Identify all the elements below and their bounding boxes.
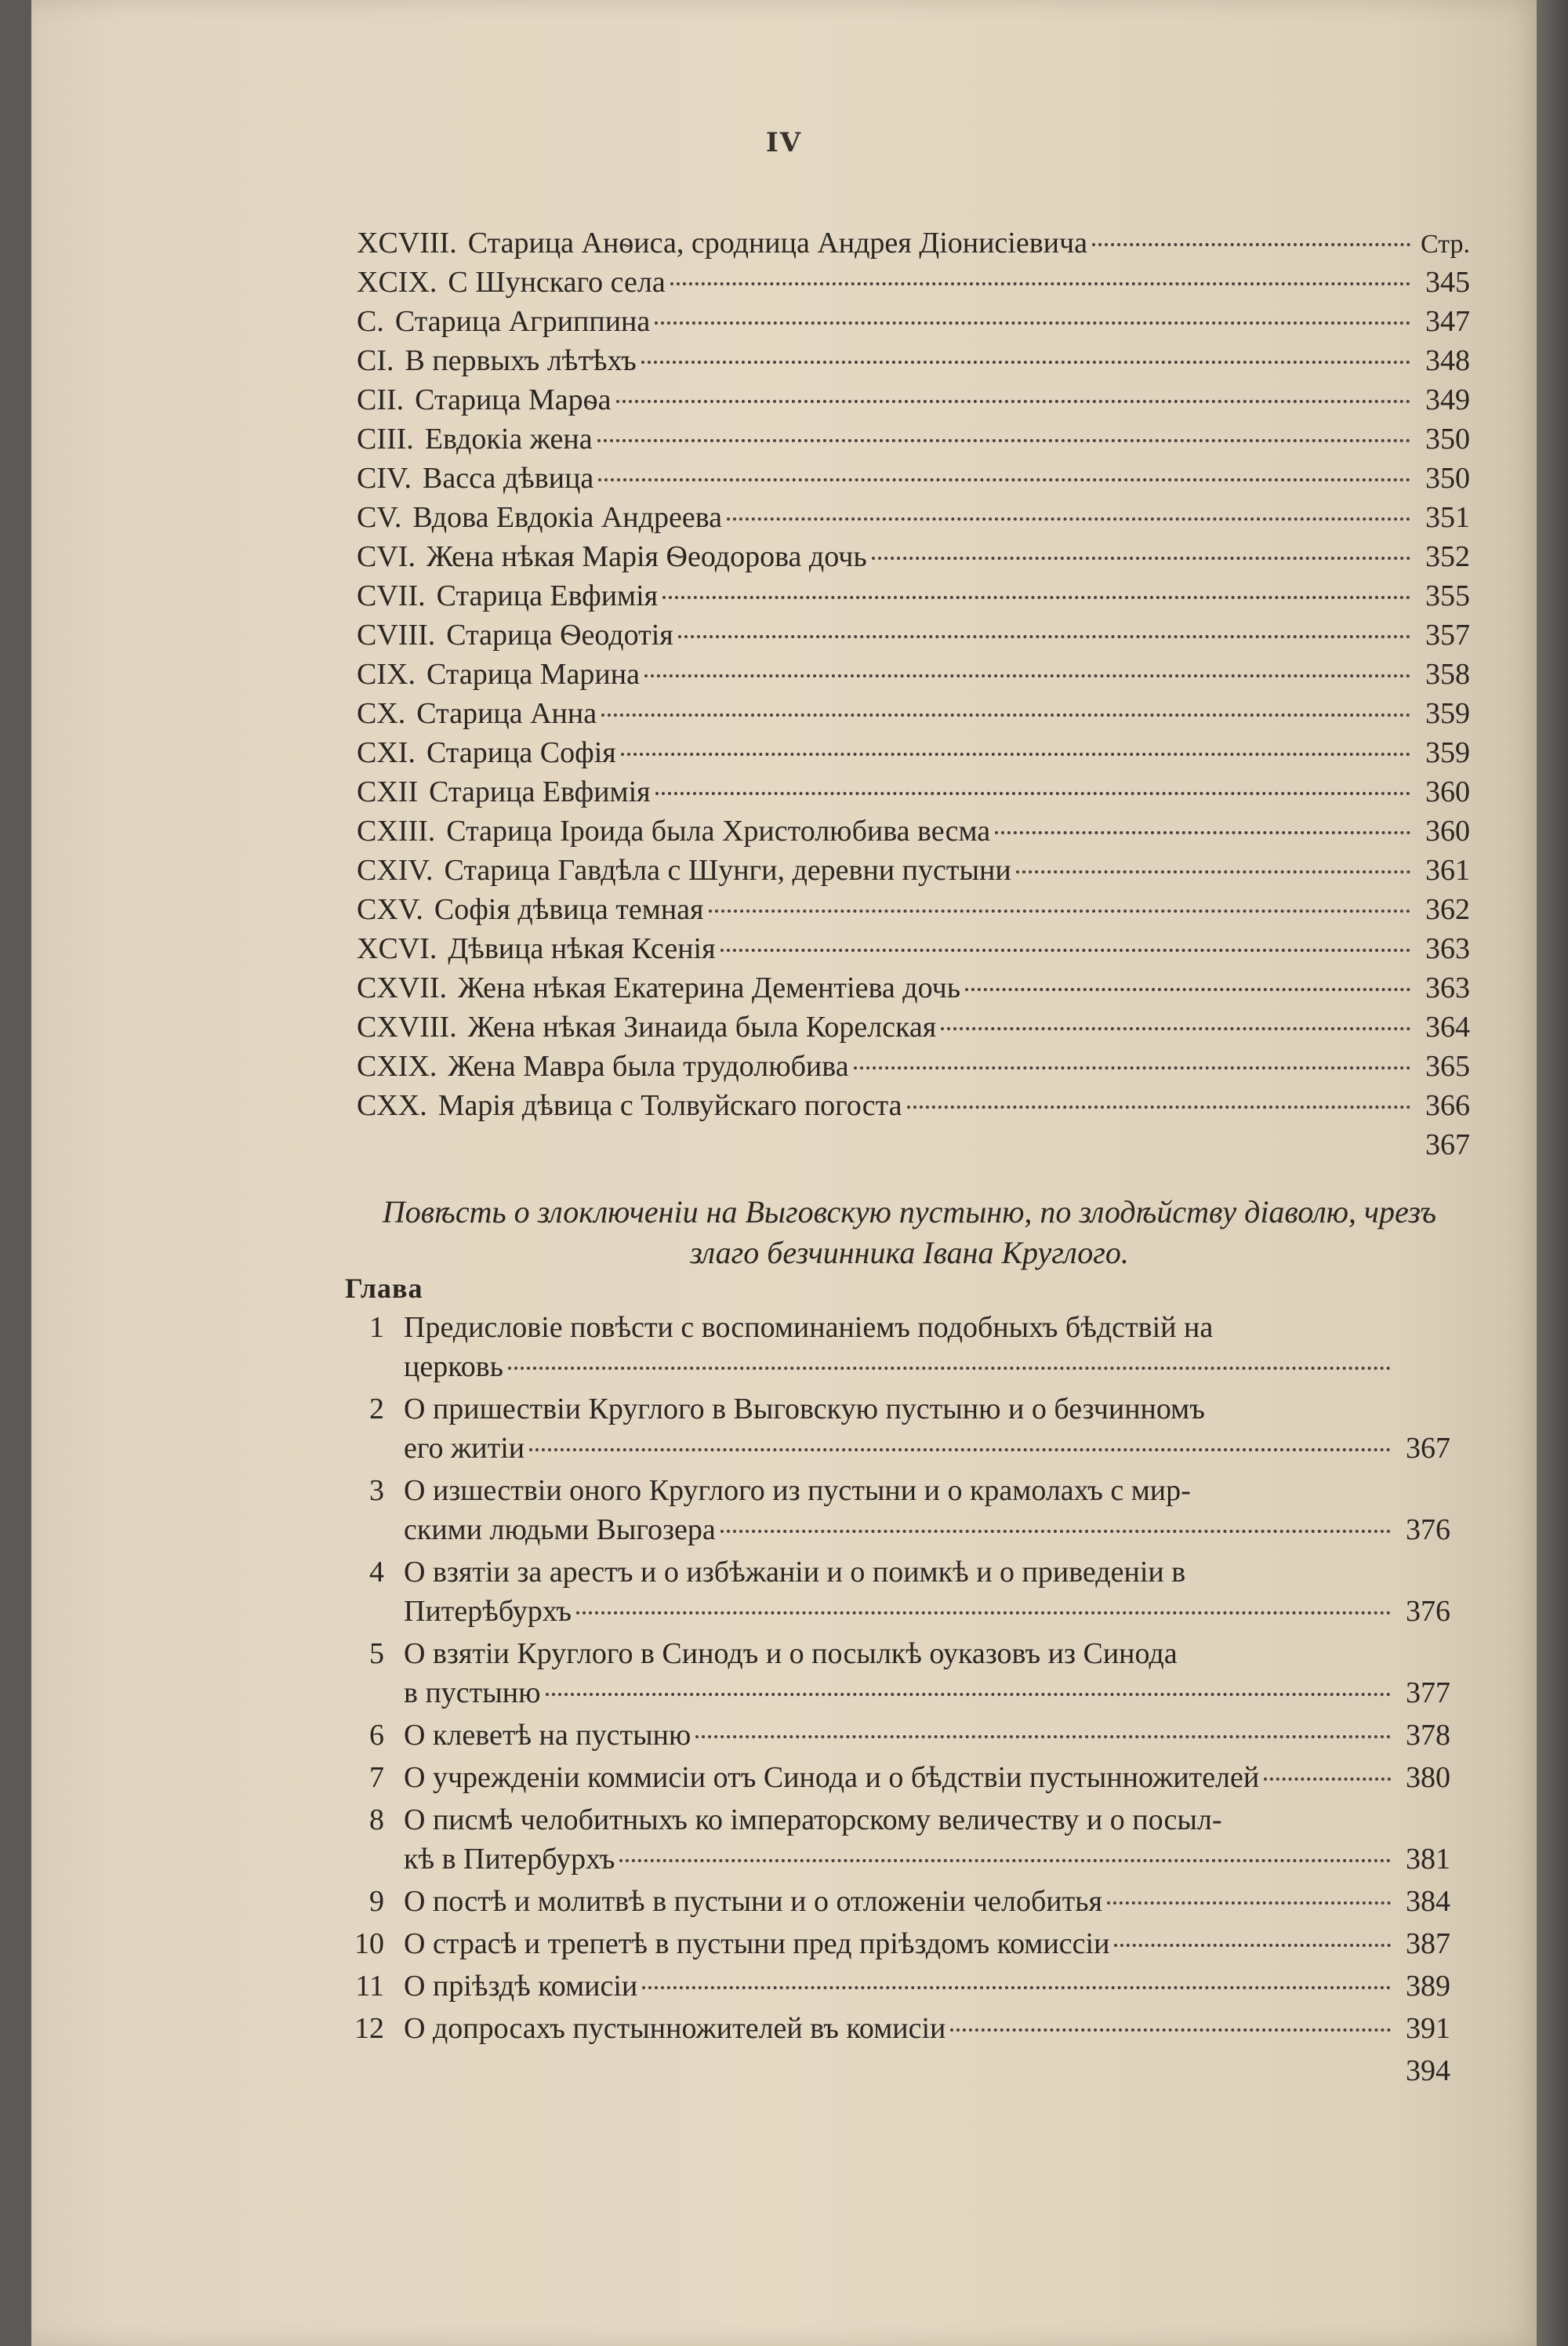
- contents-entry: [357, 498, 1470, 537]
- leader-dots: [655, 321, 1410, 325]
- contents-entry: [357, 812, 1470, 851]
- entry-title: В первыхъ лѣтѣхъ: [405, 344, 637, 377]
- chapter-number: 7: [369, 1761, 384, 1794]
- chapter-title-text: О страсѣ и трепетѣ в пустыни пред пріѣздомъ комиссіи: [404, 1927, 1110, 1960]
- chapter-entry: [337, 1552, 1450, 1631]
- contents-entry: [357, 655, 1470, 694]
- entry-title: Евдокіа жена: [424, 423, 593, 456]
- leader-dots: [995, 831, 1410, 834]
- leader-dots: [644, 674, 1410, 677]
- entry-page: 349: [1425, 383, 1470, 416]
- chapter-title: О писмѣ челобитныхъ ко імператорскому величеству и о посыл-: [404, 1803, 1222, 1836]
- entry-number: CXVII.: [357, 971, 448, 1004]
- leader-dots: [641, 361, 1410, 364]
- entry-number: CXX.: [357, 1089, 427, 1122]
- chapter-title-text: О клеветѣ на пустыню: [404, 1719, 691, 1752]
- chapter-title-end: [404, 2051, 1450, 2090]
- entry-page: 363: [1425, 971, 1470, 1004]
- contents-entry: [357, 616, 1470, 655]
- chapter-title-end: [404, 1510, 1450, 1549]
- entry-page: 345: [1425, 266, 1470, 299]
- entry-title: Старица Марѳа: [415, 383, 612, 416]
- leader-dots: [598, 478, 1410, 481]
- entry-page: 359: [1425, 697, 1470, 730]
- chapter-title-text: О пріѣздѣ комисіи: [404, 1970, 638, 2003]
- chapter-entry: [337, 1800, 1450, 1879]
- entry-page: 366: [1425, 1089, 1470, 1122]
- contents-entry: [357, 929, 1470, 968]
- leader-dots: [601, 714, 1410, 717]
- entry-number: CXVIII.: [357, 1011, 457, 1044]
- chapter-entry: [337, 1716, 1450, 1755]
- chapter-title-end: [404, 1592, 1450, 1631]
- leader-dots: [720, 949, 1410, 952]
- chapter-title-text: в пустыню: [404, 1676, 541, 1709]
- chapter-title-end: [404, 1924, 1450, 1963]
- contents-entry: [357, 890, 1470, 929]
- contents-entry: [357, 1008, 1470, 1047]
- page-column-label: Стр.: [1420, 230, 1470, 259]
- chapter-page: 381: [1406, 1843, 1450, 1876]
- contents-entry: [357, 380, 1470, 419]
- entry-title: Дѣвица нѣкая Ксенія: [448, 932, 716, 965]
- entry-number: CV.: [357, 501, 402, 534]
- entry-title: С Шунскаго села: [448, 266, 666, 299]
- chapter-page: 380: [1406, 1761, 1450, 1794]
- leader-dots: [678, 635, 1410, 638]
- entry-number: CXI.: [357, 736, 416, 769]
- chapter-page: 391: [1406, 2012, 1450, 2045]
- contents-entry: [357, 459, 1470, 498]
- leader-dots: [670, 282, 1410, 285]
- chapter-title-text: О постѣ и молитвѣ в пустыни и о отложеніи челобитья: [404, 1885, 1103, 1918]
- chapter-title-text: О допросахъ пустынножителей въ комисіи: [404, 2012, 946, 2045]
- chapter-list: [337, 1308, 1450, 2094]
- chapter-number: 5: [369, 1637, 384, 1670]
- entry-page: 365: [1425, 1050, 1470, 1083]
- leader-dots: [621, 753, 1410, 756]
- leader-dots: [907, 1106, 1410, 1109]
- entry-title: Старица Марина: [426, 658, 640, 691]
- chapter-entry: [337, 1634, 1450, 1712]
- entry-title: Жена нѣкая Марія Ѳеодорова дочь: [426, 540, 867, 573]
- entry-page: 348: [1425, 344, 1470, 377]
- chapter-page: 377: [1406, 1676, 1450, 1709]
- entry-title: Жена нѣкая Зинаида была Корелская: [467, 1011, 937, 1044]
- chapter-title-end: [404, 1839, 1450, 1879]
- leader-dots: [662, 596, 1410, 599]
- entry-title: Жена Мавра была трудолюбива: [448, 1050, 849, 1083]
- entry-page: 358: [1425, 658, 1470, 691]
- chapter-title-text: О учрежденіи коммисіи отъ Синода и о бѣдствіи пустынножителей: [404, 1761, 1260, 1794]
- entry-title: Старица Анѳиса, сродница Андрея Діонисіевича: [467, 227, 1087, 260]
- entry-page: 347: [1425, 305, 1470, 338]
- chapter-title: О изшествіи оного Круглого из пустыни и о крамолахъ с мир-: [404, 1474, 1191, 1507]
- leader-dots: [619, 1859, 1391, 1862]
- entry-title: Старица Анна: [416, 697, 597, 730]
- entry-number: CX.: [357, 697, 406, 730]
- chapter-entry: [337, 1924, 1450, 1963]
- contents-entry: [357, 733, 1470, 772]
- entry-number: C.: [357, 305, 384, 338]
- chapter-entry: [337, 1882, 1450, 1921]
- page-number: IV: [765, 127, 803, 158]
- entry-page: 367: [1425, 1128, 1470, 1161]
- entry-number: CI.: [357, 344, 394, 377]
- entry-title: Марія дѣвица с Толвуйскаго погоста: [437, 1089, 902, 1122]
- entry-title: Софія дѣвица темная: [434, 893, 704, 926]
- leader-dots: [529, 1448, 1391, 1451]
- entry-title: Старица Евфимія: [436, 579, 659, 612]
- chapter-page: 394: [1406, 2054, 1450, 2087]
- leader-dots: [872, 557, 1410, 560]
- leader-dots: [616, 400, 1411, 403]
- leader-dots: [709, 910, 1411, 913]
- entry-title: Старица Агриппина: [394, 305, 651, 338]
- contents-entry-tail: [357, 1125, 1470, 1164]
- story-title: Повѣсть о злоключеніи на Выговскую пустыню, по злодѣйству діаволю, чрезъ злаго безчинника Івана Круглого.: [382, 1194, 1437, 1270]
- entry-number: XCIX.: [357, 266, 437, 299]
- entry-number: CVII.: [357, 579, 426, 612]
- entry-number: CIV.: [357, 462, 412, 495]
- chapter-entry: [337, 1389, 1450, 1468]
- entry-title: Старица Софія: [426, 736, 616, 769]
- entry-page: 364: [1425, 1011, 1470, 1044]
- chapter-number: 3: [369, 1474, 384, 1507]
- entry-number: CXII: [357, 775, 419, 808]
- entry-number: CXIX.: [357, 1050, 437, 1083]
- chapter-number: 12: [354, 2012, 384, 2045]
- chapter-title-text: скими людьми Выгозера: [404, 1513, 716, 1546]
- entry-title: Васса дѣвица: [423, 462, 594, 495]
- contents-entry: [357, 576, 1470, 616]
- chapter-entry: [337, 2009, 1450, 2048]
- entry-page: 357: [1425, 619, 1470, 652]
- chapter-title: О взятіи Круглого в Синодъ и о посылкѣ оуказовъ из Синода: [404, 1637, 1178, 1670]
- contents-entry: [357, 341, 1470, 380]
- leader-dots: [727, 518, 1410, 521]
- chapter-page: 387: [1406, 1927, 1450, 1960]
- leader-dots: [1092, 243, 1410, 246]
- entry-title: Старица Іроида была Христолюбива весма: [446, 815, 991, 848]
- chapter-title: О пришествіи Круглого в Выговскую пустыню и о безчинномъ: [404, 1393, 1205, 1425]
- contents-entry: [357, 302, 1470, 341]
- entry-page: 363: [1425, 932, 1470, 965]
- contents-entry: [357, 537, 1470, 576]
- leader-dots: [950, 2028, 1391, 2032]
- entry-page: 362: [1425, 893, 1470, 926]
- chapter-number: 9: [369, 1885, 384, 1918]
- leader-dots: [965, 988, 1410, 991]
- chapter-page: 367: [1406, 1432, 1450, 1465]
- chapter-page: 389: [1406, 1970, 1450, 2003]
- leader-dots: [1264, 1778, 1391, 1781]
- entry-number: CII.: [357, 383, 405, 416]
- leader-dots: [597, 439, 1410, 442]
- leader-dots: [1107, 1901, 1391, 1905]
- contents-entry: [357, 772, 1470, 812]
- leader-dots: [546, 1693, 1391, 1696]
- chapter-title-end: [404, 1966, 1450, 2006]
- entry-page: 350: [1425, 462, 1470, 495]
- entry-number: CVI.: [357, 540, 416, 573]
- entry-title: Старица Гавдѣла с Шунги, деревни пустыни: [444, 854, 1011, 887]
- chapter-page: 378: [1406, 1719, 1450, 1752]
- contents-entry: [357, 223, 1470, 263]
- chapter-number: 2: [369, 1393, 384, 1425]
- chapter-page: 384: [1406, 1885, 1450, 1918]
- chapter-title-text: кѣ в Питербурхъ: [404, 1843, 615, 1876]
- contents-entry: [357, 1086, 1470, 1125]
- contents-entry: [357, 263, 1470, 302]
- entry-number: CIX.: [357, 658, 416, 691]
- chapter-number: 10: [354, 1927, 384, 1960]
- background-edge: [1537, 0, 1568, 2346]
- entry-page: 360: [1425, 815, 1470, 848]
- chapter-title-text: Питерѣбурхъ: [404, 1595, 572, 1628]
- entry-number: CXV.: [357, 893, 423, 926]
- entry-title: Старица Ѳеодотія: [446, 619, 673, 652]
- entry-page: 350: [1425, 423, 1470, 456]
- chapter-entry: [337, 1966, 1450, 2006]
- entry-title: Вдова Евдокіа Андреева: [412, 501, 723, 534]
- entry-number: XCVIII.: [357, 227, 457, 260]
- leader-dots: [695, 1735, 1391, 1738]
- chapter-title-end: [404, 1673, 1450, 1712]
- entry-title: Старица Евфимія: [429, 775, 651, 808]
- chapter-number: 4: [369, 1556, 384, 1589]
- entry-page: 361: [1425, 854, 1470, 887]
- leader-dots: [1016, 870, 1410, 873]
- entry-page: 359: [1425, 736, 1470, 769]
- entry-page: 352: [1425, 540, 1470, 573]
- entry-number: CXIV.: [357, 854, 434, 887]
- chapter-number: 11: [355, 1970, 384, 2003]
- chapter-title-end: [404, 1882, 1450, 1921]
- chapter-number: 8: [369, 1803, 384, 1836]
- chapter-page: 376: [1406, 1595, 1450, 1628]
- leader-dots: [576, 1611, 1391, 1614]
- entry-number: CIII.: [357, 423, 414, 456]
- chapter-title: О взятіи за арестъ и о избѣжаніи и о поимкѣ и о приведеніи в: [404, 1556, 1186, 1589]
- contents-entry: [357, 419, 1470, 459]
- chapter-title: Предисловіе повѣсти с воспоминаніемъ подобныхъ бѣдствій на: [404, 1311, 1214, 1344]
- chapter-title-text: его житіи: [404, 1432, 525, 1465]
- chapter-entry: [337, 1758, 1450, 1797]
- entry-number: CXIII.: [357, 815, 436, 848]
- chapter-entry: [337, 1471, 1450, 1549]
- entry-page: 360: [1425, 775, 1470, 808]
- contents-entry: [357, 968, 1470, 1008]
- leader-dots: [941, 1027, 1410, 1030]
- chapter-title-text: церковь: [404, 1350, 504, 1383]
- entry-title: Жена нѣкая Екатерина Дементіева дочь: [458, 971, 961, 1004]
- chapter-entry-tail: [337, 2051, 1450, 2090]
- chapter-number: 6: [369, 1719, 384, 1752]
- chapter-title-end: [404, 1347, 1450, 1386]
- entry-number: XCVI.: [357, 932, 437, 965]
- leader-dots: [655, 792, 1410, 795]
- contents-list: [357, 223, 1470, 1164]
- entry-page: 355: [1425, 579, 1470, 612]
- chapter-title-end: [404, 1758, 1450, 1797]
- chapter-title-end: [404, 1716, 1450, 1755]
- chapter-page: 376: [1406, 1513, 1450, 1546]
- chapter-entry: [337, 1308, 1450, 1386]
- leader-dots: [854, 1066, 1410, 1070]
- glava-label: Глава: [345, 1273, 423, 1304]
- contents-entry: [357, 851, 1470, 890]
- leader-dots: [642, 1986, 1391, 1989]
- contents-entry: [357, 694, 1470, 733]
- chapter-number: 1: [369, 1311, 384, 1344]
- leader-dots: [508, 1367, 1391, 1370]
- leader-dots: [1114, 1944, 1391, 1947]
- chapter-title-end: [404, 1429, 1450, 1468]
- entry-number: CVIII.: [357, 619, 436, 652]
- chapter-title-end: [404, 2009, 1450, 2048]
- leader-dots: [720, 1530, 1391, 1533]
- entry-page: 351: [1425, 501, 1470, 534]
- contents-entry: [357, 1047, 1470, 1086]
